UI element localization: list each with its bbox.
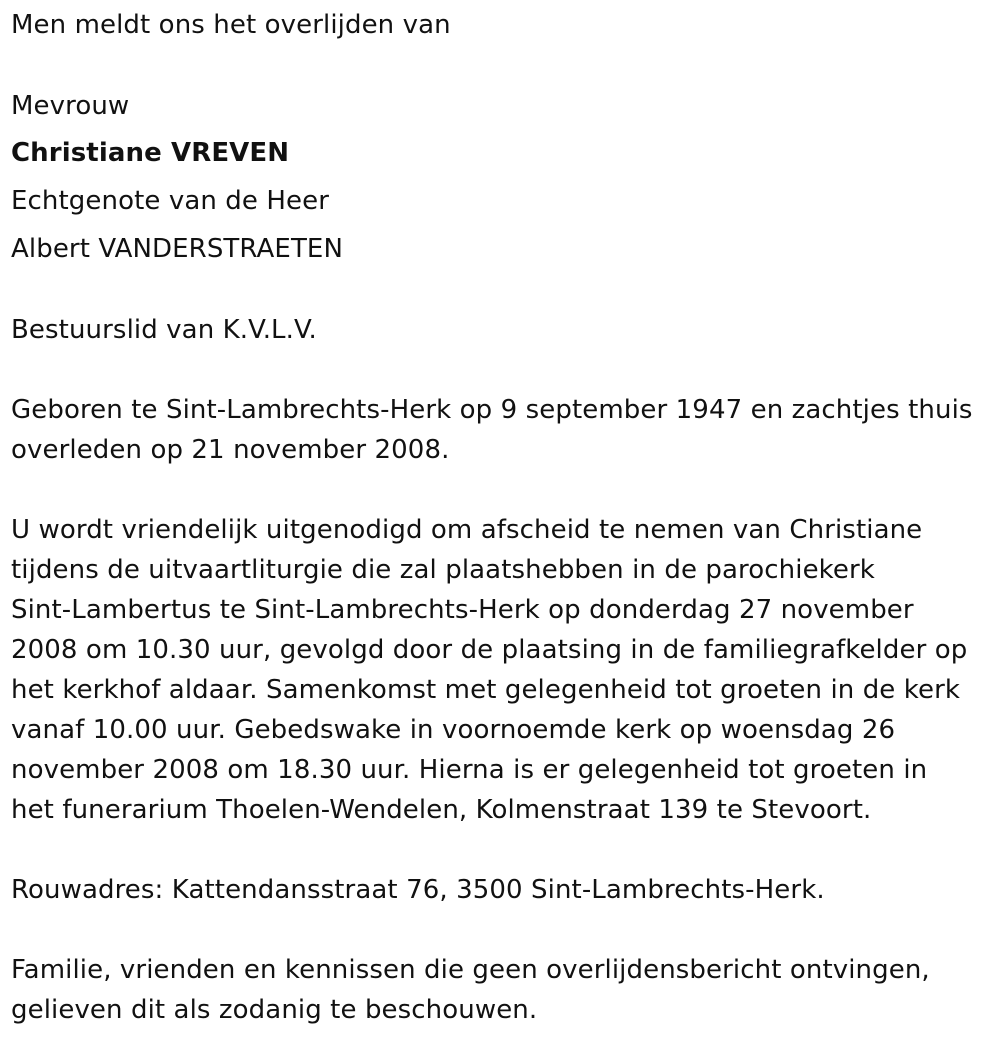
deceased-name: Christiane VREVEN <box>11 138 290 168</box>
spouse-intro: Echtgenote van de Heer <box>11 186 329 216</box>
closing-line: gelieven dit als zodanig te beschouwen. <box>11 995 538 1025</box>
invitation-line: 2008 om 10.30 uur, gevolgd door de plaatsing in de familiegrafkelder op <box>11 635 968 665</box>
role-text: Bestuurslid van K.V.L.V. <box>11 315 317 345</box>
spouse-name: Albert VANDERSTRAETEN <box>11 234 344 264</box>
title-text: Mevrouw <box>11 91 130 121</box>
birth-line: overleden op 21 november 2008. <box>11 435 450 465</box>
invitation-line: U wordt vriendelijk uitgenodigd om afscheid te nemen van Christiane <box>11 515 923 545</box>
invitation-line: het funerarium Thoelen-Wendelen, Kolmenstraat 139 te Stevoort. <box>11 795 872 825</box>
invitation-line: tijdens de uitvaartliturgie die zal plaatshebben in de parochiekerk <box>11 555 875 585</box>
invitation-line: het kerkhof aldaar. Samenkomst met gelegenheid tot groeten in de kerk <box>11 675 961 705</box>
invitation-line: vanaf 10.00 uur. Gebedswake in voornoemde kerk op woensdag 26 <box>11 715 896 745</box>
invitation-line: november 2008 om 18.30 uur. Hierna is er gelegenheid tot groeten in <box>11 755 928 785</box>
closing-line: Familie, vrienden en kennissen die geen overlijdensbericht ontvingen, <box>11 955 930 985</box>
address-text: Rouwadres: Kattendansstraat 76, 3500 Sint-Lambrechts-Herk. <box>11 875 825 905</box>
invitation-line: Sint-Lambertus te Sint-Lambrechts-Herk op donderdag 27 november <box>11 595 914 625</box>
birth-line: Geboren te Sint-Lambrechts-Herk op 9 september 1947 en zachtjes thuis <box>11 395 973 425</box>
intro-text: Men meldt ons het overlijden van <box>11 10 451 40</box>
